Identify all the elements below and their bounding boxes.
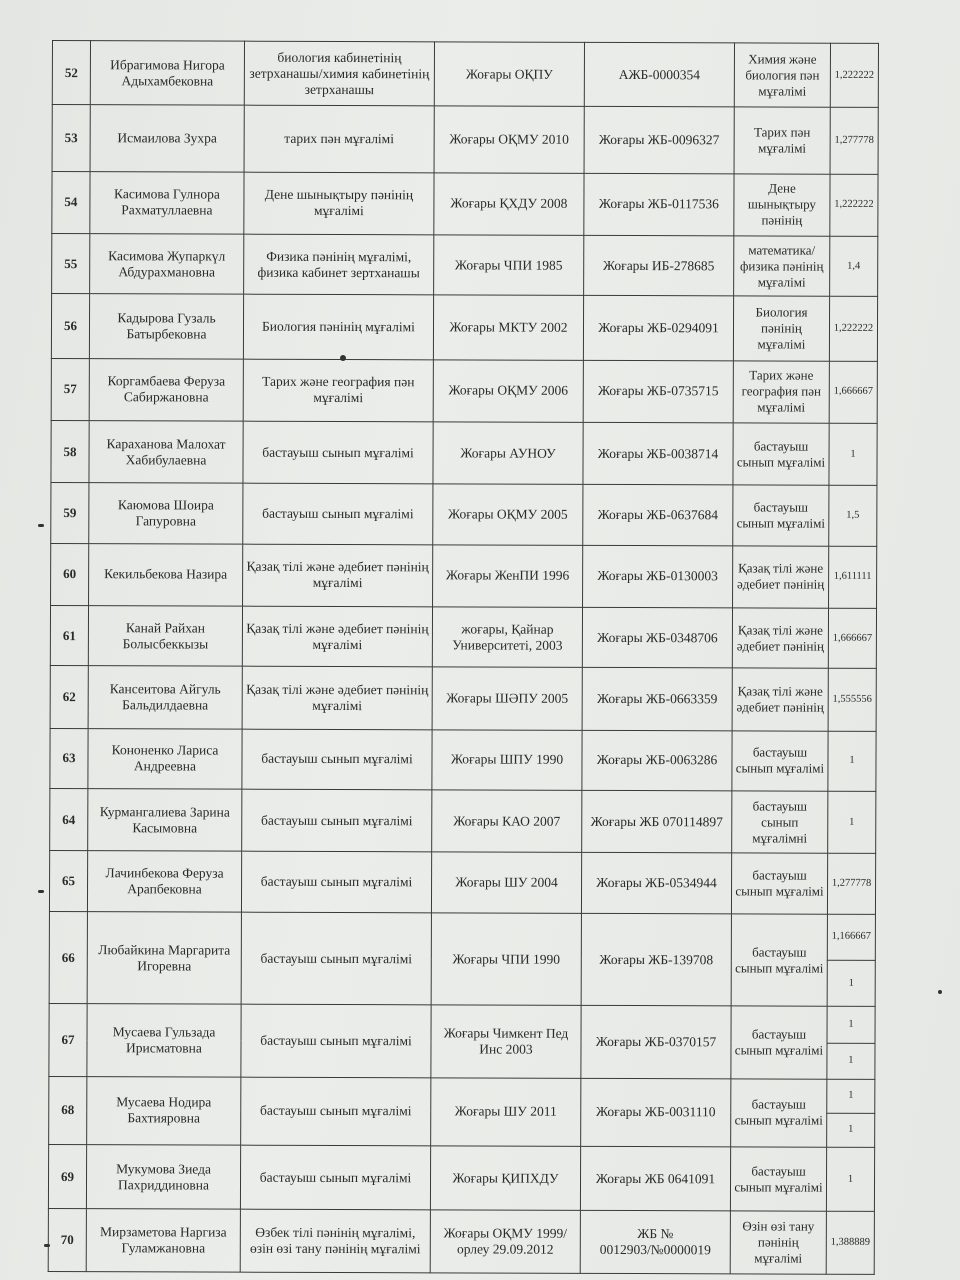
row-number: 54 [52,171,90,233]
employee-name: Мусаева Нодира Бахтияровна [87,1076,241,1145]
score-cell: 1,5 [829,486,877,546]
row-number: 63 [50,728,88,788]
table-row [49,911,875,960]
row-number: 65 [49,851,87,911]
education-cell: Жоғары ҚИПХДУ [430,1146,580,1211]
position-cell: Тарих және география пән мұғалімі [243,359,433,422]
education-cell: Жоғары ҚХДУ 2008 [434,173,584,236]
education-cell: Жоғары ШУ 2004 [431,852,581,913]
staff-table [48,40,879,1275]
education-cell: Жоғары ОҚМУ 2006 [433,360,583,423]
diploma-cell: Жоғары ЖБ-0031110 [581,1078,731,1147]
education-cell: жоғары, Қайнар Университеті, 2003 [432,607,582,668]
qualification-cell: бастауыш сынып мұғалімі [732,731,828,792]
score-cell: 1,388889 [826,1212,874,1275]
table-row [49,1004,875,1043]
row-number: 69 [48,1145,86,1209]
row-number: 58 [51,421,89,483]
position-cell: бастауыш сынып мұғалімі [241,1004,431,1077]
qualification-cell: Қазақ тілі және әдебиет пәнінің [732,608,828,669]
qualification-cell: бастауыш сынып мұғалімі [731,853,827,914]
employee-name: Курмангалиева Зарина Касымовна [88,789,242,852]
score-cell: 1 [827,960,875,1006]
education-cell: Жоғары ЧПИ 1990 [431,913,581,1006]
employee-name: Караханова Малохат Хабибулаевна [89,421,243,484]
score-cell: 1 [827,1079,875,1113]
qualification-cell: бастауыш сынып мұғалімі [733,485,829,546]
row-number: 60 [51,543,89,605]
position-cell: Физика пәнінің мұғалімі, физика кабинет зертханашы [244,234,434,295]
row-number: 61 [50,606,88,666]
score-cell: 1,222222 [829,297,877,362]
row-number: 64 [50,789,88,851]
row-number: 62 [50,666,88,728]
employee-name: Кадырова Гузаль Батырбековна [89,294,243,359]
education-cell: Жоғары ОҚМУ 1999/ орлеу 29.09.2012 [430,1210,580,1273]
employee-name: Кононенко Лариса Андреевна [88,728,242,789]
score-cell: 1 [828,731,876,791]
table-row [52,105,878,174]
qualification-cell: Химия және биология пән мұғалімі [734,43,830,108]
table-row [51,543,877,608]
scan-speck [340,355,346,361]
position-cell: бастауыш сынып мұғалімі [240,1145,430,1210]
score-cell: 1 [829,423,877,486]
row-number: 68 [49,1076,87,1145]
table-row [51,358,877,423]
qualification-cell: Тарих пән мұғалімі [734,107,830,174]
qualification-cell: бастауыш сынып мұғалімі [733,423,829,486]
score-cell: 1,555556 [828,669,876,732]
row-number: 55 [52,234,90,294]
education-cell: Жоғары ОҚМУ 2010 [434,106,584,173]
employee-name: Кекильбекова Назира [89,543,243,606]
diploma-cell: Жоғары ЖБ-0063286 [582,730,732,791]
row-number: 70 [48,1209,86,1272]
position-cell: бастауыш сынып мұғалімі [242,729,432,790]
diploma-cell: Жоғары ЖБ-139708 [581,913,731,1006]
education-cell: Жоғары ШУ 2011 [431,1078,581,1147]
score-cell: 1,666667 [829,361,877,424]
employee-name: Ибрагимова Нигора Адыхамбековна [90,41,244,106]
education-cell: Жоғары ЧПИ 1985 [434,235,584,296]
diploma-cell: Жоғары ЖБ-0348706 [582,607,732,668]
qualification-cell: бастауыш сынып мұғалімні [732,791,828,854]
diploma-cell: Жоғары ЖБ-0294091 [583,296,733,361]
score-cell: 1 [827,1113,875,1147]
qualification-cell: бастауыш сынып мұғалімі [730,1147,826,1212]
table-row [49,851,875,914]
education-cell: Жоғары ОҚПУ [434,42,584,107]
diploma-cell: Жоғары ЖБ-0370157 [581,1006,731,1079]
qualification-cell: Қазақ тілі және әдебиет пәнінің [732,668,828,731]
diploma-cell: Жоғары ЖБ-0038714 [583,422,733,485]
position-cell: Дене шынықтыру пәнінің мұғалімі [244,172,434,235]
position-cell: Өзбек тілі пәнінің мұғалімі, өзін өзі тану пәнінің мұғалімі [240,1210,430,1273]
employee-name: Любайкина Маргарита Игоревна [87,911,241,1004]
qualification-cell: Биология пәнінің мұғалімі [733,296,829,361]
table-row [50,666,876,731]
score-cell: 1,222222 [830,174,878,237]
position-cell: тарих пән мұғалімі [244,106,434,173]
position-cell: бастауыш сынып мұғалімі [243,484,433,545]
row-number: 53 [52,105,90,172]
education-cell: Жоғары КАО 2007 [432,790,582,853]
table-row [51,294,877,361]
qualification-cell: Тарих және география пән мұғалімі [733,361,829,424]
staff-table-wrapper [48,40,878,1275]
employee-name: Каюмова Шоира Гапуровна [89,483,243,544]
qualification-cell: бастауыш сынып мұғалімі [731,1006,827,1079]
position-cell: бастауыш сынып мұғалімі [241,912,431,1005]
employee-name: Мусаева Гульзада Ирисматовна [87,1004,241,1077]
position-cell: Қазақ тілі және әдебиет пәнінің мұғалімі [242,667,432,730]
position-cell: бастауыш сынып мұғалімі [243,421,433,484]
score-cell: 1 [827,1043,875,1079]
scan-speck [38,524,44,527]
row-number: 67 [49,1004,87,1077]
position-cell: биология кабинетінің зетрханашы/химия кабинетінің зетрханашы [244,41,434,106]
qualification-cell: математика/физика пәнінің мұғалімі [734,236,830,297]
table-row [52,234,878,297]
education-cell: Жоғары ШӘПУ 2005 [432,667,582,730]
table-row [52,41,878,108]
table-row [48,1209,874,1274]
score-cell: 1,4 [830,236,878,296]
table-row [50,728,876,791]
table-row [50,789,876,854]
employee-name: Мукумова Зиеда Пахриддиновна [86,1145,240,1210]
employee-name: Мирзаметова Наргиза Гуламжановна [86,1209,240,1272]
education-cell: Жоғары Чимкент Пед Инс 2003 [431,1005,581,1078]
scan-speck [38,890,44,893]
scan-speck [44,1244,50,1247]
qualification-cell: бастауыш сынып мұғалімі [731,914,827,1007]
qualification-cell: Дене шынықтыру пәнінің [734,174,830,237]
diploma-cell: Жоғары ЖБ-0637684 [583,485,733,546]
diploma-cell: Жоғары ЖБ-0117536 [584,173,734,236]
row-number: 56 [51,294,89,358]
score-cell: 1,222222 [830,43,878,108]
diploma-cell: Жоғары ЖБ 0641091 [580,1146,730,1211]
qualification-cell: бастауыш сынып мұғалімі [731,1079,827,1148]
education-cell: Жоғары АУНОУ [433,422,583,485]
position-cell: бастауыш сынып мұғалімі [241,1077,431,1146]
score-cell: 1,277778 [827,854,875,914]
score-cell: 1,277778 [830,108,878,175]
table-row [48,1145,874,1212]
table-row [49,1076,875,1113]
scan-speck [938,990,942,994]
education-cell: Жоғары ЖенПИ 1996 [433,545,583,608]
score-cell: 1,166667 [827,914,875,960]
position-cell: Қазақ тілі және әдебиет пәнінің мұғалімі [242,606,432,667]
diploma-cell: Жоғары ЖБ-0130003 [583,545,733,608]
score-cell: 1,611111 [829,546,877,609]
position-cell: Биология пәнінің мұғалімі [243,295,433,360]
employee-name: Лачинбекова Феруза Арапбековна [87,851,241,912]
diploma-cell: ЖБ № 0012903/№0000019 [580,1211,730,1274]
staff-table-body [48,41,878,1275]
employee-name: Касимова Жупаркүл Абдурахмановна [90,234,244,295]
qualification-cell: Қазақ тілі және әдебиет пәнінің [733,546,829,609]
position-cell: бастауыш сынып мұғалімі [241,852,431,913]
qualification-cell: Өзін өзі тану пәнінің мұғалімі [730,1211,826,1274]
row-number: 52 [52,41,90,105]
position-cell: Қазақ тілі және әдебиет пәнінің мұғалімі [243,544,433,607]
education-cell: Жоғары ШПУ 1990 [432,730,582,791]
employee-name: Кансеитова Айгуль Бальдилдаевна [88,666,242,729]
table-row [52,171,878,236]
row-number: 57 [51,358,89,420]
diploma-cell: АЖБ-0000354 [584,42,734,107]
table-row [50,606,876,669]
education-cell: Жоғары МКТУ 2002 [433,295,583,360]
diploma-cell: Жоғары ЖБ-0735715 [583,360,733,423]
table-row [51,483,877,546]
diploma-cell: Жоғары ЖБ 070114897 [582,790,732,853]
diploma-cell: Жоғары ЖБ-0534944 [581,853,731,914]
score-cell: 1 [826,1147,874,1212]
row-number: 66 [49,911,87,1004]
employee-name: Касимова Гулнора Рахматуллаевна [90,171,244,234]
row-number: 59 [51,483,89,543]
education-cell: Жоғары ОҚМУ 2005 [433,484,583,545]
employee-name: Канай Райхан Болысбеккызы [88,606,242,667]
diploma-cell: Жоғары ИБ-278685 [584,235,734,296]
employee-name: Исмаилова Зухра [90,105,244,172]
score-cell: 1 [827,1007,875,1043]
score-cell: 1 [828,791,876,854]
table-row [51,421,877,486]
diploma-cell: Жоғары ЖБ-0096327 [584,107,734,174]
score-cell: 1,666667 [828,608,876,668]
position-cell: бастауыш сынып мұғалімі [242,789,432,852]
employee-name: Коргамбаева Феруза Сабиржановна [89,358,243,421]
diploma-cell: Жоғары ЖБ-0663359 [582,668,732,731]
